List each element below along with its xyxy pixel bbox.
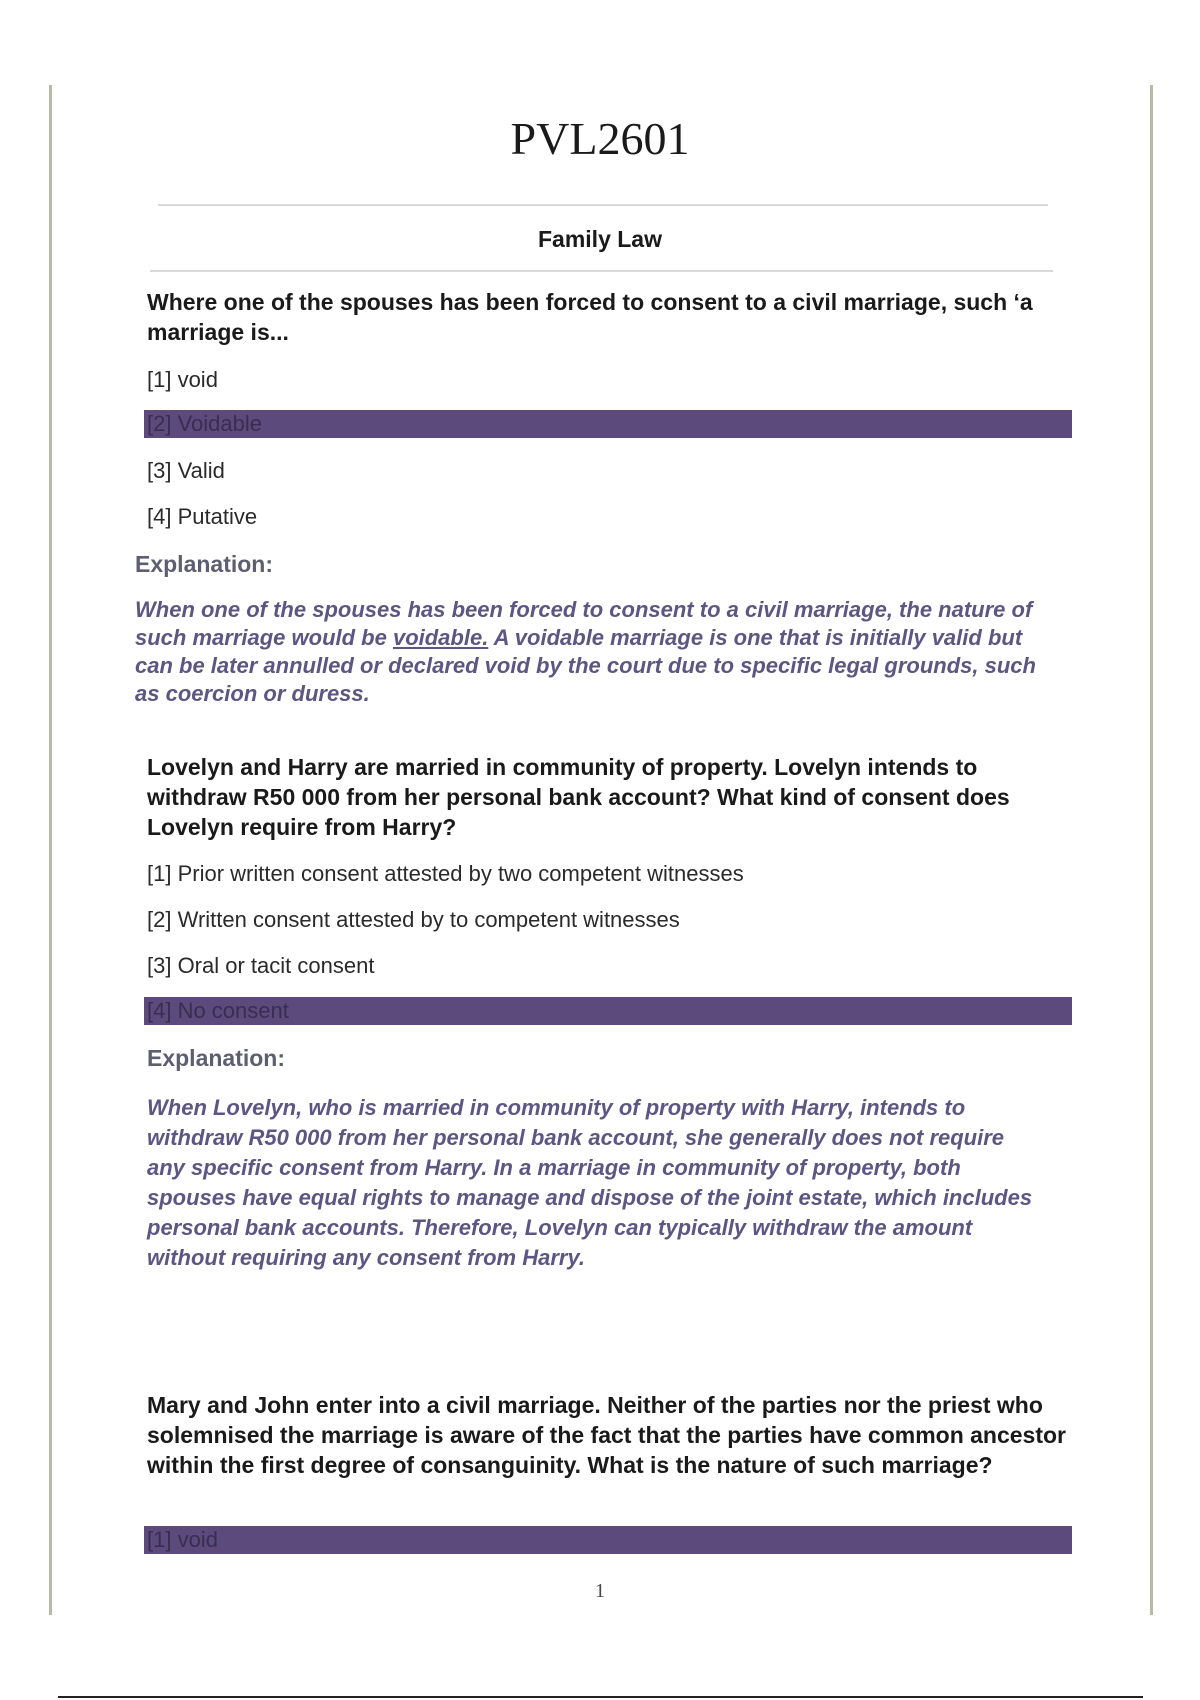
question-2-option-1: [1] Prior written consent attested by two competent witnesses [147,861,744,886]
question-2-option-3: [3] Oral or tacit consent [147,953,375,978]
question-2-option-4-highlighted: [4] No consent [144,997,1072,1025]
question-2-option-2: [2] Written consent attested by to competent witnesses [147,907,680,932]
page-border-right [1150,85,1153,1615]
document-subtitle: Family Law [538,226,662,252]
question-2-explanation-label: Explanation: [147,1045,286,1071]
question-1-text: Where one of the spouses has been forced to consent to a civil marriage, such ‘a marriage is... [147,289,1033,345]
question-1-explanation: When one of the spouses has been forced to consent to a civil marriage, the nature of such marriage would be voidable. A voidable marriage is one that is initially valid but can be later annulled or declared void by the court due to specific legal grounds, such as coercion or duress. [135,597,1036,706]
question-3-option-1-highlighted: [1] void [144,1526,1072,1554]
page-number: 1 [595,1580,605,1602]
question-2-explanation: When Lovelyn, who is married in community of property with Harry, intends to withdraw R50 000 from her personal bank account, she generally does not require any specific consent from Harry. In a marriage in community of property, both spouses have equal rights to manage and dispose of the joint estate, which includes personal bank accounts. Therefore, Lovelyn can typically withdraw the amount without requiring any consent from Harry. [147,1095,1033,1270]
question-3-text: Mary and John enter into a civil marriage. Neither of the parties nor the priest who solemnised the marriage is aware of the fact that the parties have common ancestor within the first degree of consanguinity. What is the nature of such marriage? [147,1392,1067,1478]
question-1-option-3: [3] Valid [147,458,225,483]
title-divider [158,204,1048,206]
document-title: PVL2601 [510,113,690,164]
question-1-explanation-label: Explanation: [135,551,274,577]
question-1-option-2-highlighted: [2] Voidable [144,410,1072,438]
question-1-option-4: [4] Putative [147,504,258,529]
subtitle-divider [150,270,1053,272]
voidable-underline: voidable. [392,625,489,650]
question-1-option-1: [1] void [147,367,218,392]
page-border-left [49,85,52,1615]
question-2-text: Lovelyn and Harry are married in community of property. Lovelyn intends to withdraw R50 000 from her personal bank account? What kind of consent does Lovelyn require from Harry? [147,754,1010,840]
footer-rule [58,1696,1143,1698]
